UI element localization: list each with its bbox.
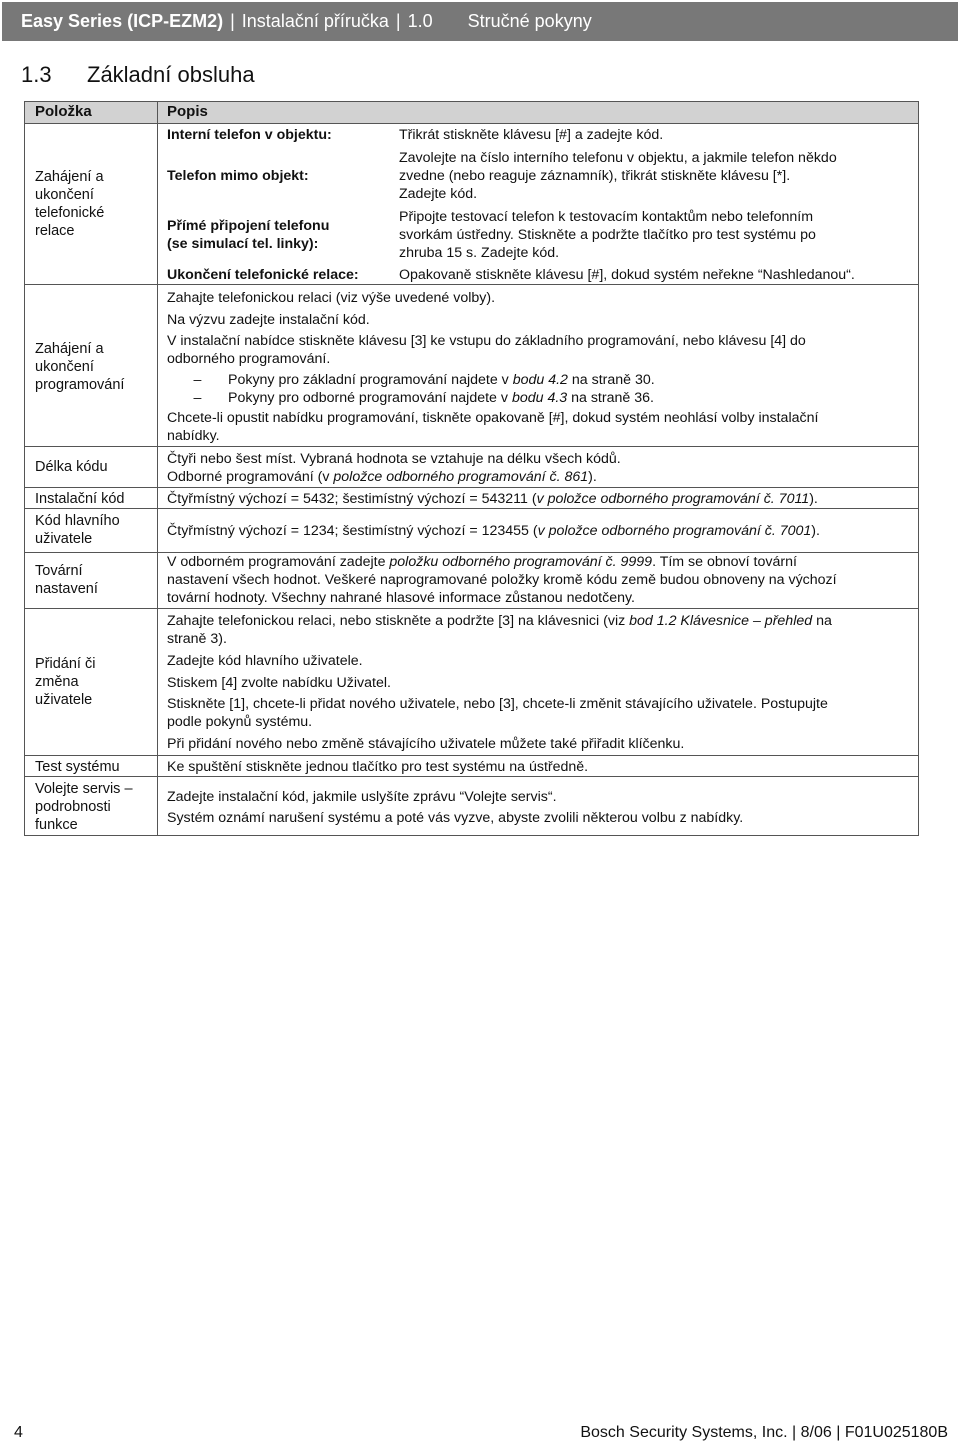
internal-phone-text: Třikrát stiskněte klávesu [#] a zadejte kód. — [399, 127, 664, 143]
item-add-user-line: uživatele — [35, 692, 93, 708]
header-guide: Instalační příručka — [241, 11, 389, 31]
cross-reference: v položce odborného programování č. 7011 — [536, 491, 810, 507]
bullet-dash: – — [193, 372, 202, 388]
direct-phone-text-line: svorkám ústředny. Stiskněte a podržte tlačítko pro test systému po — [399, 227, 816, 243]
programming-bullet: – Pokyny pro odborné programování najdete v bodu 4.3 na straně 36. — [167, 389, 654, 407]
add-user-step: Zahajte telefonickou relaci, nebo stiskněte a podržte [3] na klávesnici (viz bod 1.2 Klávesnice – přehled na — [167, 613, 832, 629]
footer-company: Bosch Security Systems, Inc. — [580, 1424, 788, 1441]
footer-separator: | — [792, 1424, 797, 1441]
direct-phone-label-line: (se simulací tel. linky): — [167, 236, 319, 252]
add-user-step: straně 3). — [167, 631, 227, 647]
direct-phone-text-line: zhruba 15 s. Zadejte kód. — [399, 245, 560, 261]
call-service-text: Systém oznámí narušení systému a poté vás vyzve, abyste zvolili některou volbu z nabídky. — [167, 810, 744, 826]
add-user-step: podle pokynů systému. — [167, 714, 313, 730]
cross-reference: položku odborného programování č. 9999 — [389, 554, 653, 570]
direct-phone-label-line: Přímé připojení telefonu — [167, 218, 330, 234]
cross-reference: bod 1.2 Klávesnice – přehled — [629, 613, 813, 629]
factory-defaults-text: tovární hodnoty. Všechny nahrané hlasové informace zůstanou nedotčeny. — [167, 590, 635, 606]
cross-reference: bodu 4.3 — [511, 390, 568, 406]
external-phone-text-line: Zavolejte na číslo interního telefonu v objektu, a jakmile telefon někdo — [399, 150, 837, 166]
column-header-item: Položka — [35, 103, 92, 120]
item-master-code-line: uživatele — [35, 531, 93, 547]
table-header-cell — [157, 101, 919, 124]
factory-defaults-text: nastavení všech hodnot. Veškeré naprogramované položky kromě kódu země budou obnoveny na výchozí — [167, 572, 837, 588]
system-test-text: Ke spuštění stiskněte jednou tlačítko pro test systému na ústředně. — [167, 759, 589, 775]
programming-step: V instalační nabídce stiskněte klávesu [3] ke vstupu do základního programování, nebo klávesu [4] do — [167, 333, 806, 349]
header-product: Easy Series (ICP-EZM2) — [21, 11, 224, 31]
section-number: 1.3 — [21, 62, 52, 87]
item-factory-defaults-line: nastavení — [35, 581, 98, 597]
installer-code-text: Čtyřmístný výchozí = 5432; šestimístný výchozí = 543211 (v položce odborného programování č. 7011). — [167, 491, 818, 507]
code-length-text: Čtyři nebo šest míst. Vybraná hodnota se vztahuje na délku všech kódů. — [167, 451, 621, 467]
header-separator: | — [230, 11, 235, 31]
master-code-text: Čtyřmístný výchozí = 1234; šestimístný výchozí = 123455 (v položce odborného programování č. 7001). — [167, 523, 820, 539]
footer-date: 8/06 — [800, 1424, 832, 1441]
item-call-service-line: Volejte servis – — [35, 781, 133, 797]
item-code-length: Délka kódu — [35, 459, 108, 475]
programming-step: Zahajte telefonickou relaci (viz výše uvedené volby). — [167, 290, 496, 306]
direct-phone-text-line: Připojte testovací telefon k testovacím kontaktům nebo telefonním — [399, 209, 814, 225]
cross-reference: položce odborného programování č. 861 — [333, 469, 589, 485]
programming-step: Na výzvu zadejte instalační kód. — [167, 312, 370, 328]
programming-step: nabídky. — [167, 428, 220, 444]
factory-defaults-text: V odborném programování zadejte položku odborného programování č. 9999. Tím se obnoví tovární — [167, 554, 797, 570]
end-session-text: Opakovaně stiskněte klávesu [#], dokud systém neřekne “Nashledanou“. — [399, 267, 855, 283]
item-phone-session-line: Zahájení a — [35, 169, 104, 185]
footer-separator: | — [836, 1424, 841, 1441]
cross-reference: bodu 4.2 — [512, 372, 568, 388]
document-footer — [580, 1424, 948, 1442]
footer-doc-id: F01U025180B — [844, 1424, 948, 1441]
internal-phone-label: Interní telefon v objektu: — [167, 127, 332, 143]
item-add-user-line: Přidání či — [35, 656, 96, 672]
page-number: 4 — [14, 1424, 23, 1441]
item-call-service-line: podrobnosti — [35, 799, 111, 815]
item-phone-session-line: ukončení — [35, 187, 94, 203]
column-header-description: Popis — [167, 103, 208, 120]
cross-reference: v položce odborného programování č. 7001 — [537, 523, 812, 539]
item-installer-code: Instalační kód — [35, 491, 125, 507]
call-service-text: Zadejte instalační kód, jakmile uslyšíte zprávu “Volejte servis“. — [167, 789, 557, 805]
item-master-code-line: Kód hlavního — [35, 513, 120, 529]
header-version: 1.0 — [407, 11, 433, 31]
document-header — [2, 2, 958, 41]
external-phone-text-line: Zadejte kód. — [399, 186, 478, 202]
item-phone-session-line: telefonické — [35, 205, 105, 221]
bullet-dash: – — [193, 390, 202, 406]
item-factory-defaults-line: Tovární — [35, 563, 83, 579]
section-title-text: Základní obsluha — [87, 62, 255, 87]
header-separator: | — [395, 11, 401, 31]
add-user-step: Stiskněte [1], chcete-li přidat nového uživatele, nebo [3], chcete-li změnit stávajícího uživatele. Postupujte — [167, 696, 828, 712]
add-user-step: Při přidání nového nebo změně stávajícího uživatele můžete také přiřadit klíčenku. — [167, 736, 685, 752]
end-session-label: Ukončení telefonické relace: — [167, 267, 359, 283]
item-call-service-line: funkce — [35, 817, 78, 833]
programming-bullet: – Pokyny pro základní programování najdete v bodu 4.2 na straně 30. — [167, 371, 655, 389]
header-section: Stručné pokyny — [467, 11, 592, 31]
table-row — [157, 776, 919, 836]
programming-step: Chcete-li opustit nabídku programování, tiskněte opakovaně [#], dokud systém neohlásí volby instalační — [167, 410, 819, 426]
item-programming-line: Zahájení a — [35, 341, 104, 357]
external-phone-text-line: zvedne (nebo reaguje záznamník), třikrát stiskněte klávesu [*]. — [399, 168, 791, 184]
programming-step: odborného programování. — [167, 351, 331, 367]
code-length-ref: Odborné programování (v položce odborného programování č. 861). — [167, 469, 597, 485]
item-phone-session-line: relace — [35, 223, 75, 239]
external-phone-label: Telefon mimo objekt: — [167, 168, 309, 184]
item-system-test: Test systému — [35, 759, 120, 775]
section-title — [21, 62, 255, 88]
add-user-step: Stiskem [4] zvolte nabídku Uživatel. — [167, 675, 391, 691]
item-add-user-line: změna — [35, 674, 79, 690]
add-user-step: Zadejte kód hlavního uživatele. — [167, 653, 363, 669]
item-programming-line: programování — [35, 377, 125, 393]
item-programming-line: ukončení — [35, 359, 94, 375]
